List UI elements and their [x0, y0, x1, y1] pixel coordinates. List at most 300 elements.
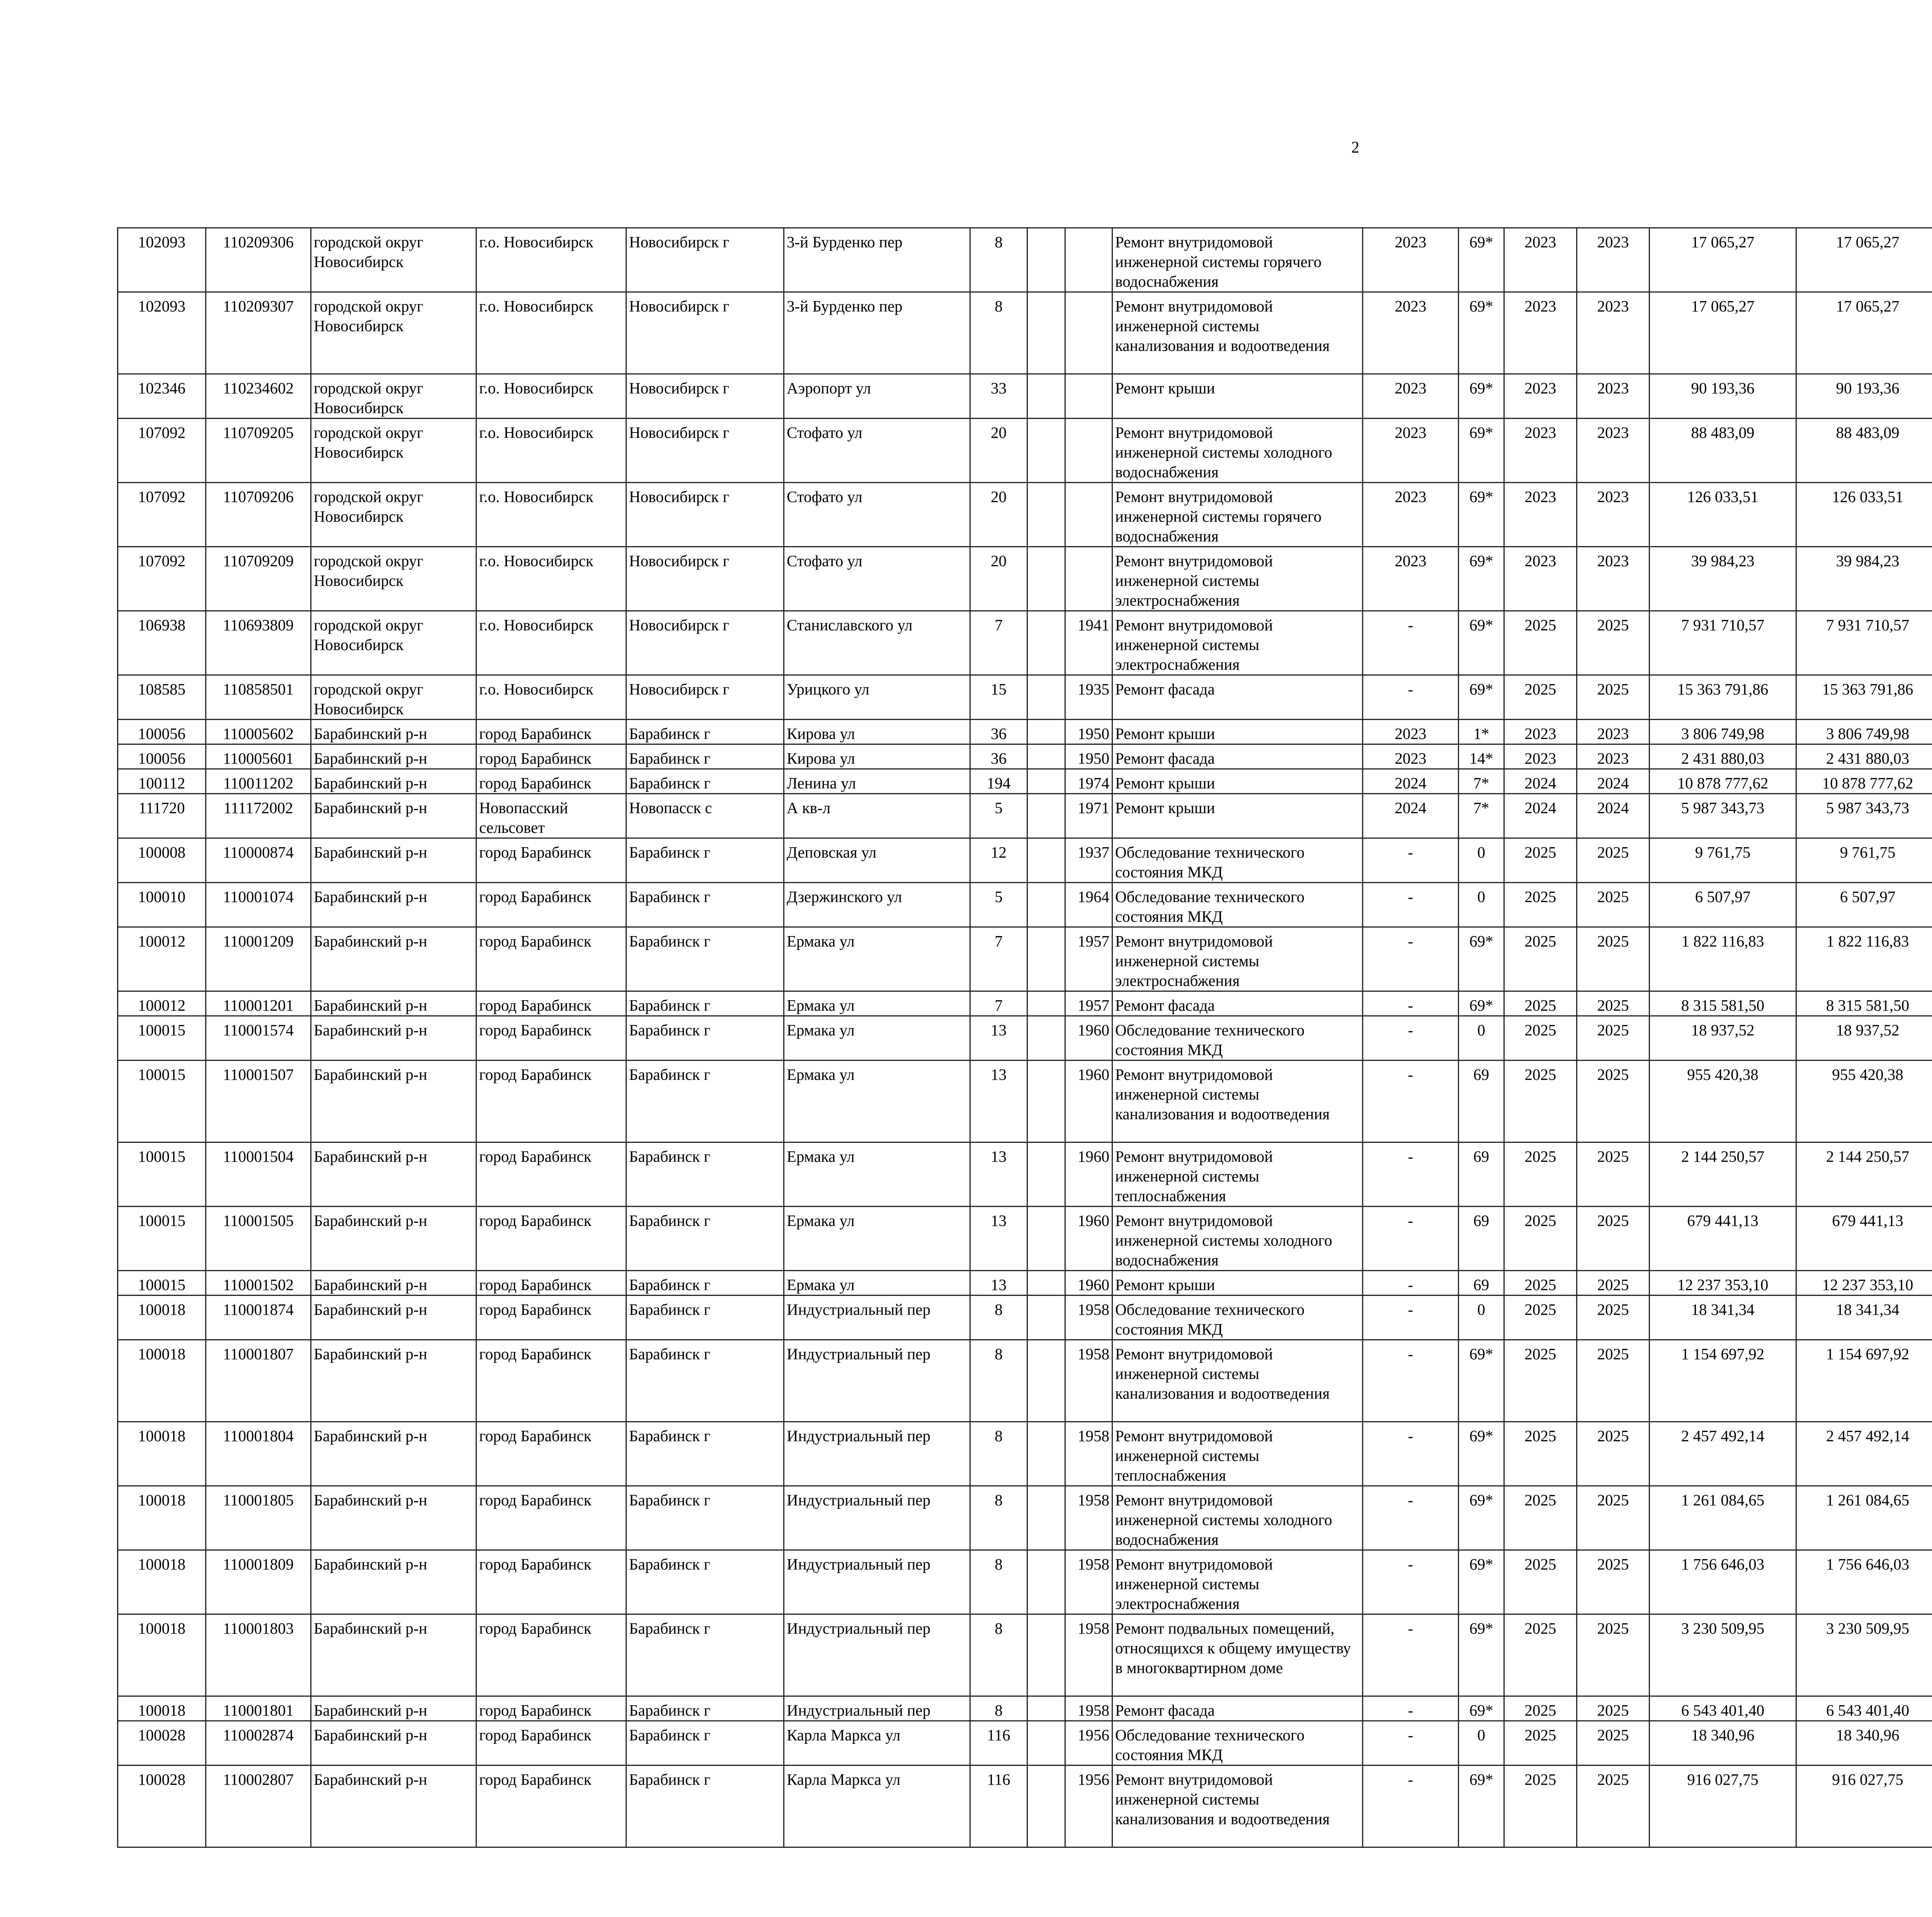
cell-street: Дзержинского ул — [784, 883, 970, 927]
table-row — [118, 228, 1932, 292]
cell-year-built: 1960 — [1065, 1016, 1112, 1061]
cell-municipal-district: Барабинский р-н — [311, 769, 476, 794]
cell-house-number: 7 — [970, 927, 1027, 991]
cell-house-id: 100112 — [118, 769, 206, 794]
cell-year-start: 2025 — [1504, 1696, 1577, 1721]
cell-house-id: 102093 — [118, 292, 206, 374]
cell-house-number: 7 — [970, 611, 1027, 675]
cell-year-built — [1065, 419, 1112, 483]
cell-settlement: город Барабинск — [476, 1207, 626, 1271]
cell-cost-total: 9 761,75 — [1650, 838, 1796, 883]
cell-work-id: 110001502 — [206, 1271, 311, 1296]
cell-street: Ермака ул — [784, 991, 970, 1016]
cell-year-start: 2025 — [1504, 1061, 1577, 1142]
cell-municipal-district: Барабинский р-н — [311, 927, 476, 991]
cell-note-code: 0 — [1459, 1296, 1504, 1340]
cell-house-id: 106938 — [118, 611, 206, 675]
cell-empty-col — [1027, 1721, 1065, 1765]
cell-street: Индустриальный пер — [784, 1296, 970, 1340]
cell-street: А кв-л — [784, 794, 970, 838]
cell-year-start: 2025 — [1504, 1016, 1577, 1061]
cell-house-number: 8 — [970, 1422, 1027, 1486]
cell-cost-fund: 3 230 509,95 — [1796, 1614, 1932, 1696]
cell-settlement: город Барабинск — [476, 1721, 626, 1765]
cell-settlement: город Барабинск — [476, 1422, 626, 1486]
cell-year-start: 2023 — [1504, 744, 1577, 769]
cell-year-planned: - — [1363, 1721, 1459, 1765]
cell-year-planned: 2023 — [1363, 228, 1459, 292]
cell-year-planned: - — [1363, 1340, 1459, 1422]
cell-year-planned: - — [1363, 1486, 1459, 1550]
cell-empty-col — [1027, 1486, 1065, 1550]
cell-municipal-district: Барабинский р-н — [311, 1486, 476, 1550]
cell-municipal-district: городской округ Новосибирск — [311, 611, 476, 675]
cell-house-id: 102093 — [118, 228, 206, 292]
cell-work-id: 111172002 — [206, 794, 311, 838]
cell-street: Индустриальный пер — [784, 1422, 970, 1486]
cell-settlement: город Барабинск — [476, 927, 626, 991]
cell-street: Деповская ул — [784, 838, 970, 883]
cell-year-start: 2025 — [1504, 1721, 1577, 1765]
table-row — [118, 1296, 1932, 1340]
cell-note-code: 69* — [1459, 1422, 1504, 1486]
cell-locality: Новосибирск г — [626, 611, 784, 675]
cell-year-end: 2025 — [1577, 1550, 1650, 1614]
cell-street: Индустриальный пер — [784, 1340, 970, 1422]
cell-work-id: 110709209 — [206, 547, 311, 611]
cell-house-number: 33 — [970, 374, 1027, 419]
cell-year-start: 2023 — [1504, 228, 1577, 292]
cell-house-number: 12 — [970, 838, 1027, 883]
table-row — [118, 1614, 1932, 1696]
cell-house-number: 36 — [970, 744, 1027, 769]
cell-empty-col — [1027, 1765, 1065, 1847]
cell-locality: Барабинск г — [626, 1614, 784, 1696]
table-row — [118, 419, 1932, 483]
cell-cost-fund: 7 931 710,57 — [1796, 611, 1932, 675]
cell-year-end: 2025 — [1577, 1486, 1650, 1550]
cell-work-id: 110001504 — [206, 1142, 311, 1207]
cell-year-planned: 2023 — [1363, 292, 1459, 374]
cell-locality: Новосибирск г — [626, 419, 784, 483]
cell-cost-total: 90 193,36 — [1650, 374, 1796, 419]
cell-work-type: Ремонт фасада — [1112, 1696, 1363, 1721]
cell-locality: Барабинск г — [626, 1765, 784, 1847]
cell-year-start: 2025 — [1504, 1296, 1577, 1340]
cell-year-planned: 2023 — [1363, 744, 1459, 769]
cell-work-id: 110011202 — [206, 769, 311, 794]
cell-settlement: г.о. Новосибирск — [476, 292, 626, 374]
cell-house-number: 5 — [970, 883, 1027, 927]
cell-cost-fund: 1 822 116,83 — [1796, 927, 1932, 991]
cell-municipal-district: Барабинский р-н — [311, 1142, 476, 1207]
cell-house-number: 13 — [970, 1016, 1027, 1061]
cell-year-built: 1941 — [1065, 611, 1112, 675]
cell-empty-col — [1027, 1340, 1065, 1422]
cell-year-planned: - — [1363, 611, 1459, 675]
cell-cost-fund: 1 154 697,92 — [1796, 1340, 1932, 1422]
cell-year-planned: - — [1363, 1696, 1459, 1721]
cell-cost-fund: 9 761,75 — [1796, 838, 1932, 883]
cell-work-type: Ремонт внутридомовой инженерной системы холодного водоснабжения — [1112, 1207, 1363, 1271]
cell-work-id: 110693809 — [206, 611, 311, 675]
cell-year-built: 1958 — [1065, 1296, 1112, 1340]
cell-note-code: 69 — [1459, 1271, 1504, 1296]
cell-locality: Барабинск г — [626, 883, 784, 927]
cell-work-type: Ремонт внутридомовой инженерной системы электроснабжения — [1112, 1550, 1363, 1614]
cell-settlement: город Барабинск — [476, 1296, 626, 1340]
table-row — [118, 1696, 1932, 1721]
cell-note-code: 69* — [1459, 419, 1504, 483]
cell-work-id: 110001809 — [206, 1550, 311, 1614]
cell-empty-col — [1027, 675, 1065, 720]
cell-house-id: 100015 — [118, 1142, 206, 1207]
cell-settlement: город Барабинск — [476, 838, 626, 883]
cell-year-planned: - — [1363, 1765, 1459, 1847]
cell-street: Ермака ул — [784, 1142, 970, 1207]
cell-municipal-district: городской округ Новосибирск — [311, 675, 476, 720]
table-row — [118, 720, 1932, 744]
cell-cost-fund: 18 937,52 — [1796, 1016, 1932, 1061]
cell-locality: Новосибирск г — [626, 228, 784, 292]
table-row — [118, 1016, 1932, 1061]
cell-year-planned: 2023 — [1363, 720, 1459, 744]
cell-settlement: город Барабинск — [476, 720, 626, 744]
cell-house-number: 13 — [970, 1142, 1027, 1207]
cell-cost-fund: 6 507,97 — [1796, 883, 1932, 927]
cell-note-code: 69* — [1459, 228, 1504, 292]
cell-year-start: 2025 — [1504, 991, 1577, 1016]
table-row — [118, 1142, 1932, 1207]
table-row — [118, 1340, 1932, 1422]
cell-work-id: 110002874 — [206, 1721, 311, 1765]
cell-municipal-district: Барабинский р-н — [311, 744, 476, 769]
cell-locality: Барабинск г — [626, 744, 784, 769]
cell-empty-col — [1027, 374, 1065, 419]
cell-municipal-district: Барабинский р-н — [311, 1765, 476, 1847]
cell-house-id: 100018 — [118, 1696, 206, 1721]
cell-street: Стофато ул — [784, 547, 970, 611]
cell-year-planned: - — [1363, 1016, 1459, 1061]
cell-settlement: Новопасский сельсовет — [476, 794, 626, 838]
cell-work-id: 110001801 — [206, 1696, 311, 1721]
cell-settlement: город Барабинск — [476, 883, 626, 927]
cell-work-type: Ремонт внутридомовой инженерной системы электроснабжения — [1112, 547, 1363, 611]
cell-year-end: 2023 — [1577, 228, 1650, 292]
cell-house-number: 116 — [970, 1765, 1027, 1847]
cell-year-built: 1937 — [1065, 838, 1112, 883]
cell-note-code: 69 — [1459, 1142, 1504, 1207]
cell-cost-fund: 10 878 777,62 — [1796, 769, 1932, 794]
cell-house-id: 107092 — [118, 547, 206, 611]
cell-empty-col — [1027, 228, 1065, 292]
table-row — [118, 611, 1932, 675]
table-row — [118, 769, 1932, 794]
cell-locality: Барабинск г — [626, 720, 784, 744]
cell-settlement: город Барабинск — [476, 744, 626, 769]
cell-year-end: 2025 — [1577, 611, 1650, 675]
cell-house-number: 116 — [970, 1721, 1027, 1765]
cell-cost-fund: 1 756 646,03 — [1796, 1550, 1932, 1614]
cell-house-id: 100015 — [118, 1207, 206, 1271]
cell-work-type: Ремонт внутридомовой инженерной системы теплоснабжения — [1112, 1142, 1363, 1207]
cell-house-number: 20 — [970, 483, 1027, 547]
cell-locality: Новопасск с — [626, 794, 784, 838]
cell-work-id: 110001803 — [206, 1614, 311, 1696]
cell-empty-col — [1027, 1614, 1065, 1696]
cell-empty-col — [1027, 1696, 1065, 1721]
cell-empty-col — [1027, 483, 1065, 547]
cell-cost-fund: 18 341,34 — [1796, 1296, 1932, 1340]
cell-house-number: 15 — [970, 675, 1027, 720]
cell-cost-total: 916 027,75 — [1650, 1765, 1796, 1847]
cell-municipal-district: Барабинский р-н — [311, 991, 476, 1016]
cell-municipal-district: городской округ Новосибирск — [311, 483, 476, 547]
cell-work-id: 110001805 — [206, 1486, 311, 1550]
table-row — [118, 1765, 1932, 1847]
cell-cost-fund: 18 340,96 — [1796, 1721, 1932, 1765]
table-row — [118, 292, 1932, 374]
cell-year-end: 2025 — [1577, 927, 1650, 991]
cell-work-type: Ремонт внутридомовой инженерной системы горячего водоснабжения — [1112, 228, 1363, 292]
cell-municipal-district: Барабинский р-н — [311, 1207, 476, 1271]
cell-cost-fund: 17 065,27 — [1796, 228, 1932, 292]
cell-settlement: г.о. Новосибирск — [476, 419, 626, 483]
cell-year-end: 2025 — [1577, 838, 1650, 883]
cell-work-id: 110234602 — [206, 374, 311, 419]
cell-year-end: 2023 — [1577, 720, 1650, 744]
cell-house-id: 100015 — [118, 1016, 206, 1061]
cell-year-end: 2025 — [1577, 883, 1650, 927]
cell-house-id: 100028 — [118, 1765, 206, 1847]
cell-street: Аэропорт ул — [784, 374, 970, 419]
cell-street: Станиславского ул — [784, 611, 970, 675]
cell-street: Индустриальный пер — [784, 1486, 970, 1550]
cell-house-number: 8 — [970, 228, 1027, 292]
cell-empty-col — [1027, 292, 1065, 374]
cell-year-start: 2025 — [1504, 1340, 1577, 1422]
cell-cost-fund: 2 431 880,03 — [1796, 744, 1932, 769]
cell-cost-total: 18 937,52 — [1650, 1016, 1796, 1061]
cell-cost-total: 6 543 401,40 — [1650, 1696, 1796, 1721]
cell-year-built — [1065, 547, 1112, 611]
cell-year-start: 2025 — [1504, 1207, 1577, 1271]
cell-cost-fund: 916 027,75 — [1796, 1765, 1932, 1847]
cell-year-built: 1958 — [1065, 1340, 1112, 1422]
cell-year-start: 2023 — [1504, 547, 1577, 611]
cell-note-code: 0 — [1459, 838, 1504, 883]
cell-year-start: 2023 — [1504, 292, 1577, 374]
cell-note-code: 69* — [1459, 1486, 1504, 1550]
cell-year-end: 2025 — [1577, 1207, 1650, 1271]
cell-note-code: 69* — [1459, 611, 1504, 675]
cell-settlement: город Барабинск — [476, 1696, 626, 1721]
cell-house-id: 107092 — [118, 483, 206, 547]
cell-street: Ермака ул — [784, 1061, 970, 1142]
cell-cost-fund: 679 441,13 — [1796, 1207, 1932, 1271]
cell-year-built: 1960 — [1065, 1061, 1112, 1142]
cell-year-built — [1065, 483, 1112, 547]
cell-work-id: 110001507 — [206, 1061, 311, 1142]
table-row — [118, 1422, 1932, 1486]
cell-year-built: 1958 — [1065, 1550, 1112, 1614]
cell-work-id: 110000874 — [206, 838, 311, 883]
cell-house-number: 194 — [970, 769, 1027, 794]
cell-house-number: 8 — [970, 1614, 1027, 1696]
cell-year-built: 1958 — [1065, 1696, 1112, 1721]
cell-street: Индустриальный пер — [784, 1696, 970, 1721]
table-row — [118, 744, 1932, 769]
cell-settlement: город Барабинск — [476, 1016, 626, 1061]
cell-settlement: город Барабинск — [476, 769, 626, 794]
cell-work-type: Ремонт внутридомовой инженерной системы горячего водоснабжения — [1112, 483, 1363, 547]
cell-house-number: 13 — [970, 1271, 1027, 1296]
cell-empty-col — [1027, 419, 1065, 483]
cell-year-start: 2023 — [1504, 374, 1577, 419]
cell-work-id: 110709206 — [206, 483, 311, 547]
cell-municipal-district: Барабинский р-н — [311, 1550, 476, 1614]
cell-year-built: 1960 — [1065, 1207, 1112, 1271]
cell-locality: Барабинск г — [626, 1486, 784, 1550]
cell-year-planned: 2023 — [1363, 547, 1459, 611]
cell-locality: Барабинск г — [626, 1696, 784, 1721]
cell-year-start: 2025 — [1504, 927, 1577, 991]
cell-year-end: 2023 — [1577, 547, 1650, 611]
cell-municipal-district: городской округ Новосибирск — [311, 228, 476, 292]
cell-municipal-district: Барабинский р-н — [311, 838, 476, 883]
cell-year-end: 2023 — [1577, 483, 1650, 547]
cell-house-number: 8 — [970, 1296, 1027, 1340]
cell-year-planned: - — [1363, 838, 1459, 883]
cell-cost-total: 1 154 697,92 — [1650, 1340, 1796, 1422]
cell-municipal-district: Барабинский р-н — [311, 1422, 476, 1486]
cell-locality: Барабинск г — [626, 1271, 784, 1296]
table-row — [118, 883, 1932, 927]
cell-work-id: 110001574 — [206, 1016, 311, 1061]
cell-year-built: 1958 — [1065, 1614, 1112, 1696]
cell-house-number: 7 — [970, 991, 1027, 1016]
cell-cost-fund: 90 193,36 — [1796, 374, 1932, 419]
cell-year-start: 2025 — [1504, 1486, 1577, 1550]
cell-municipal-district: Барабинский р-н — [311, 1296, 476, 1340]
cell-work-id: 110001804 — [206, 1422, 311, 1486]
cell-year-planned: - — [1363, 927, 1459, 991]
cell-year-end: 2024 — [1577, 769, 1650, 794]
cell-house-number: 5 — [970, 794, 1027, 838]
table-row — [118, 675, 1932, 720]
cell-year-planned: - — [1363, 1296, 1459, 1340]
cell-house-number: 8 — [970, 1486, 1027, 1550]
cell-year-built: 1971 — [1065, 794, 1112, 838]
table-row — [118, 838, 1932, 883]
cell-house-id: 100018 — [118, 1486, 206, 1550]
cell-empty-col — [1027, 1016, 1065, 1061]
cell-settlement: город Барабинск — [476, 1614, 626, 1696]
cell-street: Ермака ул — [784, 1207, 970, 1271]
cell-year-planned: - — [1363, 1422, 1459, 1486]
cell-year-end: 2023 — [1577, 744, 1650, 769]
cell-settlement: город Барабинск — [476, 1271, 626, 1296]
cell-year-end: 2025 — [1577, 1696, 1650, 1721]
cell-year-built — [1065, 228, 1112, 292]
cell-year-end: 2025 — [1577, 1061, 1650, 1142]
table-row — [118, 1207, 1932, 1271]
cell-locality: Барабинск г — [626, 1550, 784, 1614]
cell-house-number: 8 — [970, 1550, 1027, 1614]
cell-street: Карла Маркса ул — [784, 1721, 970, 1765]
cell-note-code: 69* — [1459, 1614, 1504, 1696]
cell-house-id: 100015 — [118, 1061, 206, 1142]
cell-municipal-district: Барабинский р-н — [311, 1016, 476, 1061]
cell-municipal-district: городской округ Новосибирск — [311, 419, 476, 483]
cell-cost-total: 1 261 084,65 — [1650, 1486, 1796, 1550]
cell-empty-col — [1027, 1271, 1065, 1296]
cell-empty-col — [1027, 883, 1065, 927]
cell-locality: Барабинск г — [626, 1422, 784, 1486]
cell-year-end: 2025 — [1577, 1142, 1650, 1207]
cell-note-code: 69* — [1459, 374, 1504, 419]
cell-house-id: 100008 — [118, 838, 206, 883]
cell-year-planned: - — [1363, 675, 1459, 720]
cell-settlement: город Барабинск — [476, 1486, 626, 1550]
cell-year-end: 2025 — [1577, 1340, 1650, 1422]
cell-cost-fund: 126 033,51 — [1796, 483, 1932, 547]
cell-cost-total: 39 984,23 — [1650, 547, 1796, 611]
cell-note-code: 1* — [1459, 720, 1504, 744]
cell-cost-total: 679 441,13 — [1650, 1207, 1796, 1271]
cell-locality: Новосибирск г — [626, 374, 784, 419]
cell-note-code: 14* — [1459, 744, 1504, 769]
cell-municipal-district: городской округ Новосибирск — [311, 547, 476, 611]
cell-work-type: Ремонт внутридомовой инженерной системы канализования и водоотведения — [1112, 1340, 1363, 1422]
cell-year-start: 2025 — [1504, 611, 1577, 675]
cell-house-number: 8 — [970, 1696, 1027, 1721]
cell-work-id: 110858501 — [206, 675, 311, 720]
cell-street: Ленина ул — [784, 769, 970, 794]
cell-house-id: 111720 — [118, 794, 206, 838]
cell-work-type: Обследование технического состояния МКД — [1112, 1721, 1363, 1765]
cell-year-start: 2023 — [1504, 483, 1577, 547]
cell-cost-fund: 39 984,23 — [1796, 547, 1932, 611]
cell-work-type: Ремонт внутридомовой инженерной системы канализования и водоотведения — [1112, 1765, 1363, 1847]
cell-note-code: 69 — [1459, 1207, 1504, 1271]
cell-work-id: 110005602 — [206, 720, 311, 744]
cell-street: Ермака ул — [784, 1016, 970, 1061]
capital-repair-table — [117, 227, 1932, 1848]
cell-year-planned: 2024 — [1363, 794, 1459, 838]
cell-cost-total: 5 987 343,73 — [1650, 794, 1796, 838]
cell-year-planned: - — [1363, 1061, 1459, 1142]
cell-empty-col — [1027, 1142, 1065, 1207]
table-row — [118, 374, 1932, 419]
cell-cost-total: 2 457 492,14 — [1650, 1422, 1796, 1486]
cell-year-start: 2025 — [1504, 1614, 1577, 1696]
cell-work-type: Обследование технического состояния МКД — [1112, 1016, 1363, 1061]
cell-house-id: 100012 — [118, 991, 206, 1016]
cell-work-id: 110001201 — [206, 991, 311, 1016]
cell-cost-total: 18 340,96 — [1650, 1721, 1796, 1765]
cell-locality: Новосибирск г — [626, 483, 784, 547]
cell-year-end: 2023 — [1577, 419, 1650, 483]
cell-municipal-district: Барабинский р-н — [311, 1271, 476, 1296]
cell-settlement: г.о. Новосибирск — [476, 611, 626, 675]
cell-work-type: Ремонт внутридомовой инженерной системы электроснабжения — [1112, 611, 1363, 675]
cell-locality: Барабинск г — [626, 1340, 784, 1422]
cell-house-id: 107092 — [118, 419, 206, 483]
cell-year-built — [1065, 374, 1112, 419]
cell-locality: Барабинск г — [626, 769, 784, 794]
table-row — [118, 1486, 1932, 1550]
